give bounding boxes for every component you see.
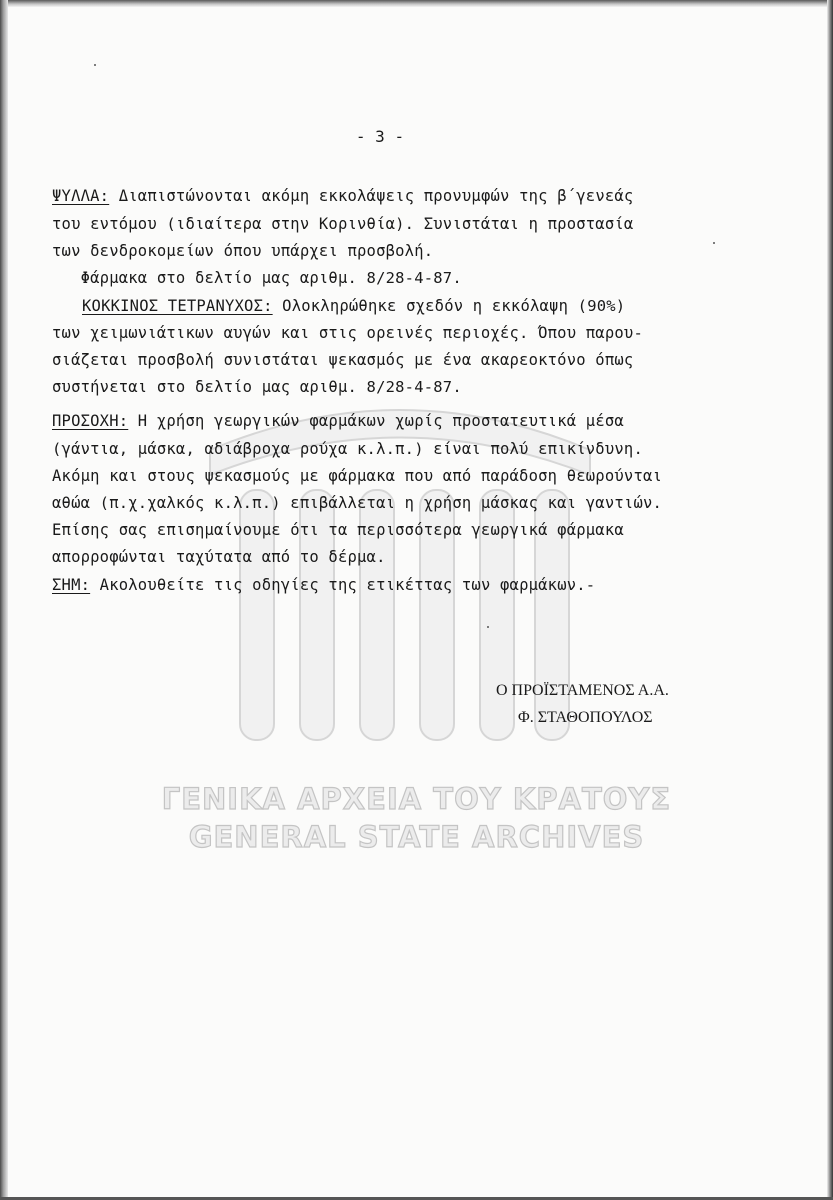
tetranychos-line-2: των χειμωνιάτικων αυγών και στις ορεινές περιοχές. Όπου παρου- [52,324,643,342]
scan-speck [94,64,96,66]
tetranychos-line-3: σιάζεται προσβολή συνιστάται ψεκασμός με ένα ακαρεοκτόνο όπως [52,351,634,369]
prosoxi-line-4: αθώα (π.χ.χαλκός κ.λ.π.) επιβάλλεται η χρήση μάσκας και γαντιών. [52,494,663,512]
psylla-line-2: του εντόμου (ιδιαίτερα στην Κορινθία). Συνιστάται η προστασία [52,215,634,233]
prosoxi-text-1: Η χρήση γεωργικών φαρμάκων χωρίς προστατευτικά μέσα [128,412,624,430]
psylla-line-3: των δενδροκομείων όπου υπάρχει προσβολή. [52,242,434,260]
signature-name: Φ. ΣΤΑΘΟΠΟΥΛΟΣ [518,709,653,726]
psylla-text-1: Διαπιστώνονται ακόμη εκκολάψεις προνυμφών της β΄γενεάς [109,187,634,205]
watermark-greek: ΓΕΝΙΚΑ ΑΡΧΕΙΑ ΤΟΥ ΚΡΑΤΟΥΣ [161,782,672,816]
tetranychos-line-1 [82,297,625,315]
tetranychos-line-4: συστήνεται στο δελτίο μας αριθμ. 8/28-4-87. [52,378,462,396]
note-heading: ΣΗΜ: [52,576,91,594]
page-number: - 3 - [355,127,405,146]
note-line [52,576,595,594]
watermark-english: GENERAL STATE ARCHIVES [188,820,645,854]
prosoxi-line-1 [52,412,624,430]
psylla-line-4: Φάρμακα στο δελτίο μας αριθμ. 8/28-4-87. [52,269,462,287]
prosoxi-line-6: απορροφώνται ταχύτατα από το δέρμα. [52,548,386,566]
scan-edge-left [0,0,8,1200]
psylla-line-1 [52,187,633,205]
note-text: Ακολουθείτε τις οδηγίες της ετικέττας των φαρμάκων.- [90,576,596,594]
scan-edge-right [827,0,833,1200]
tetranychos-heading: ΚΟΚΚΙΝΟΣ ΤΕΤΡΑΝΥΧΟΣ: [82,297,273,315]
signature-title: Ο ΠΡΟΪΣΤΑΜΕΝΟΣ Α.Α. [496,682,669,699]
archive-watermark-logo [180,380,620,760]
prosoxi-heading: ΠΡΟΣΟΧΗ: [52,412,129,430]
prosoxi-line-3: Ακόμη και στους ψεκασμούς με φάρμακα που από παράδοση θεωρούνται [52,467,663,485]
scan-speck [713,242,715,244]
prosoxi-line-5: Επίσης σας επισημαίνουμε ότι τα περισσότερα γεωργικά φάρμακα [52,521,624,539]
psylla-heading: ΨΥΛΛΑ: [52,187,110,205]
scan-edge-top [0,0,833,7]
scan-speck [487,626,489,628]
tetranychos-text-1: Ολοκληρώθηκε σχεδόν η εκκόλαψη (90%) [272,297,626,315]
prosoxi-line-2: (γάντια, μάσκα, αδιάβροχα ρούχα κ.λ.π.) είναι πολύ επικίνδυνη. [52,440,643,458]
